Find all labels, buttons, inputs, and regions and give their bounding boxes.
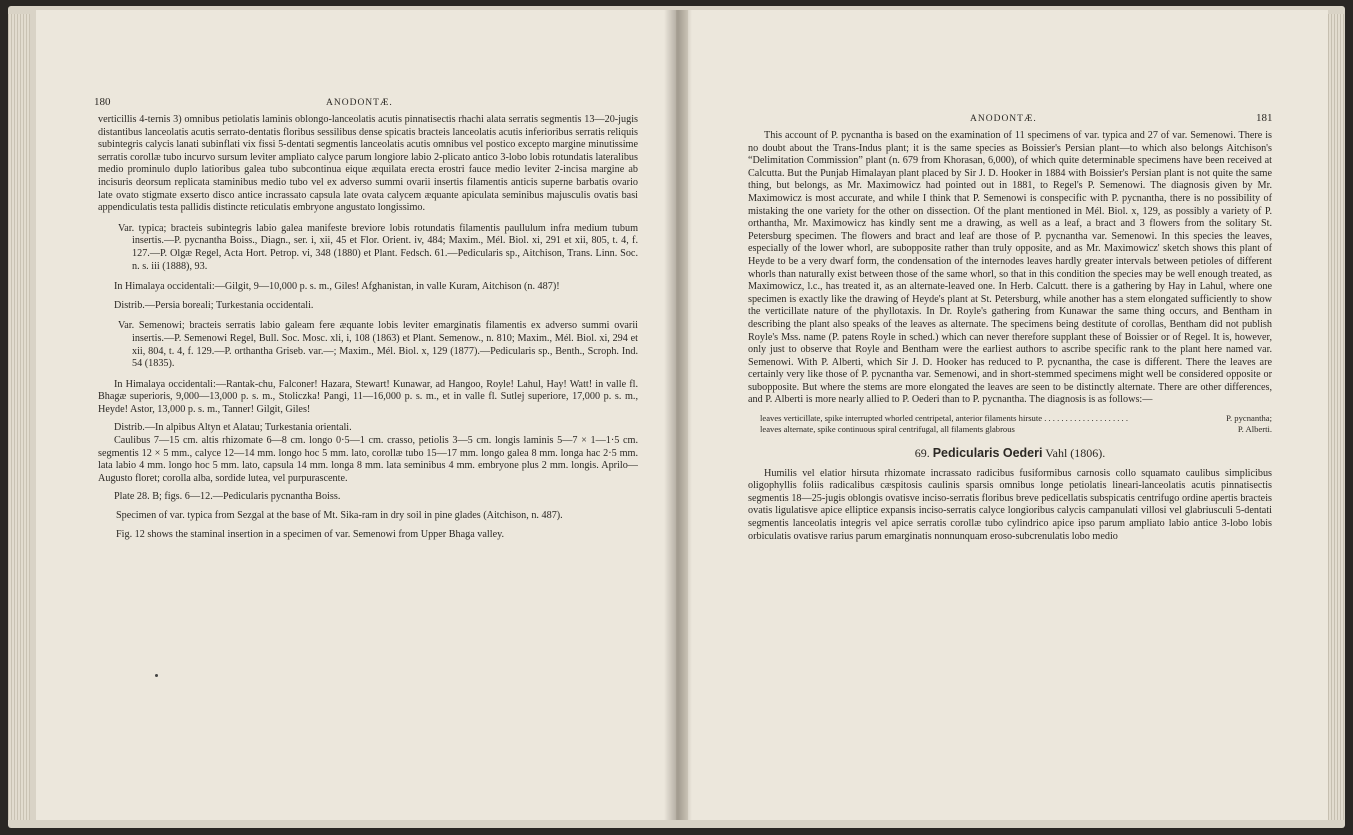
page-edges-left (8, 14, 30, 820)
specimen-note: Specimen of var. typica from Sezgal at the base of Mt. Sika-ram in dry soil in pine glades (Aitchison, n. 487). (116, 510, 563, 522)
right-page-body (748, 110, 1272, 549)
measurements-paragraph: Caulibus 7—15 cm. altis rhizomate 6—8 cm. longo 0·5—1 cm. crasso, petiolis 3—5 cm. longis laminis 5—7 × 1—1·5 cm. segmentis 12 × 5 mm., calyce 12—14 mm. longo hoc 5 mm. lato, corollæ tubo 15—17 mm. longo galea 8 mm. longa hac 2·5 mm. lata labio 4 mm. longo hoc 5 mm. lato, capsula 14 mm. longa 8 mm. lata seminibus 4 mm. embryone plus 2 mm. longis. Aprilo—Augusto floret; corolla alba, sordide lutea, vel purpurascente. (98, 435, 638, 484)
running-head: ANODONTÆ. (970, 114, 1037, 124)
distribution-semenowi: Distrib.—In alpibus Altyn et Alatau; Turkestania orientali. (114, 422, 352, 434)
page-edges-right (1326, 14, 1344, 820)
fig12-note: Fig. 12 shows the staminal insertion in a specimen of var. Semenowi from Upper Bhaga valley. (116, 528, 505, 540)
account-paragraph: This account of P. pycnantha is based on the examination of 11 specimens of var. typica and 27 of var. Semenowi. There is no doubt about the Trans-Indus plant; it is the same species as Boissier's Persian plant—to which also belongs Aitchison's “Delimitation Commission” plant (n. 679 from Khorasan, 6,000), of which quite determinable specimens have been received at Calcutta. But the Punjab Himalayan plant placed by Sir J. D. Hooker in 1884 with Boissier's Persian plant is not quite the same thing, but belongs, as Mr. Maximowicz had pointed out in 1881, to Regel's P. Semenowi. The diagnosis given by Mr. Maximowicz is most accurate, and while I think that P. Semenowi is conspecific with P. pycnantha, there is no possibility of mistaking the one variety for the other on dissection. Of the plant mentioned in Mél. Biol. x, 129, as possibly a variety of P. orthantha, Mr. Maximowicz has kindly sent me a drawing, as well as a leaf, a bract and 3 flowers from the solitary St. Petersburg specimen. The flowers and bract and leaf are those of P. pycnantha var. Semenowi. In this species the leaves, especially of the lower whorl, are subopposite rather than truly opposite, and as Mr. Maximowicz' sketch shows this plant of Heyde to be a very dwarf form, the condensation of the internodes leaves hardly greater intervals between petioles of different whorls than naturally exist between those of the same whorl, so that in this condition the species may be well enough treated, as Maximowicz, l.c., has treated it, as an alternate-leaved one. In Herb. Calcutt. there is a gathering by Hay in Lahul, where one specimen is exactly like the drawing of Heyde's plant at St. Petersburg, while another has a stem elongated sufficiently to show the verticillate nature of the phyllotaxis. In Dr. Royle's gathering from Kunawar the same thing occurs, and Bentham in describing the plant also speaks of the leaves as alternate. The specimens being destitute of corollas, Bentham did not publish Royle's Mss. name (P. patens Royle in sched.) which can never therefore supplant these of Boissier or of Regel. It is, however, only just to observe that Royle and Bentham were the earliest authors to ascribe specific rank to the plant here named var. Semenowi. With P. Alberti, which Sir J. D. Hooker has reduced to P. pycnantha, the case is different. There the leaves are certainly very like those of P. pycnantha var. Semenowi, and in short-stemmed specimens might well be considered opposite or subopposite. But where the stems are more elongated the leaves are seen to be distinctly alternate. There are other differences, and P. Alberti is more nearly allied to P. Oederi than to P. pycnantha. The diagnosis is as follows:— (748, 130, 1272, 406)
plate-caption: Plate 28. B; figs. 6—12.—Pedicularis pycnantha Boiss. (114, 491, 341, 503)
var-semenowi-paragraph: Var. Semenowi; bracteis serratis labio galeam fere æquante lobis leviter emarginatis filamentis ex adverso summi ovarii insertis.—P. Semenowi Regel, Bull. Soc. Mosc. xli, i, 108 (1863) et Plant. Semenow., n. 810; Maxim., Mél. Biol. xi, 294 et xii, 804, t. 4, f. 129.—P. orthantha Griseb. var.—; Maxim., Mél. Biol. x, 129 (1877).—Pedicularis sp., Benth., Scroph. Ind. 54 (1835). (118, 320, 638, 370)
page-number: 181 (1256, 112, 1273, 124)
running-head: ANODONTÆ. (326, 98, 393, 108)
right-page (688, 10, 1328, 820)
key-row (760, 413, 1272, 424)
key-row-text: leaves alternate, spike continuous spiral centrifugal, all filaments glabrous (760, 424, 1015, 435)
diagnosis-key (760, 413, 1272, 435)
key-row-name: P. pycnantha; (1226, 413, 1272, 424)
ink-dot (155, 674, 158, 677)
key-row-name: P. Alberti. (1237, 424, 1272, 435)
locality-typica: In Himalaya occidentali:—Gilgit, 9—10,000 p. s. m., Giles! Afghanistan, in valle Kuram, Aitchison (n. 487)! (114, 281, 560, 293)
distribution-typica: Distrib.—Persia boreali; Turkestania occidentali. (114, 299, 314, 311)
species-heading (748, 447, 1272, 460)
left-page-body (98, 94, 638, 547)
locality-semenowi: In Himalaya occidentali:—Rantak-chu, Falconer! Hazara, Stewart! Kunawar, ad Hangoo, Royle! Lahul, Hay! Watt! in valle fl. Bhagæ superioris, 9,000—13,000 p. s. m., Stoliczka! Pangi, 11—16,000 p. s. m., et in valle fl. Sutlej superiore, 17,000 p. s. m., Heyde! Astor, 13,000 p. s. m., Tanner! Gilgit, Giles! (98, 378, 638, 415)
species-number: 69. (914, 446, 930, 461)
left-page (36, 10, 676, 820)
description-paragraph: verticillis 4-ternis 3) omnibus petiolatis laminis oblongo-lanceolatis acutis pinnatisectis rhachi alata serratis segmentis 13—20-jugis distantibus lanceolatis acutis serrato-dentatis floribus sessilibus dense spicatis bracteis lanceolatis acutis inferioribus serratis reliquis subintegris calycis lanati subinflati vix fissi 5-dentati segmentis lanceolatis acutis omnibus vel postico excepto margine minutissime serratis corollæ tubo incurvo sursum leviter ampliato calyce parum longiore labio 2-plicato antico 3-lobo lobis rotundatis lateralibus medio prominulo duplo latioribus galea tubo subcontinua eique æquilata erecta erostri fauce medio leviter 2-incisa margine ab incisuris deorsum replicata staminibus medio tubo vel ex adverso summi ovarii insertis filamentis anticis superne barbatis ovario late ovato stigmate exserto disco antice incrassato capsula late ovata calycem æquante apiculata seminibus majusculis ovatis basi appendiculatis testa pallidis distincte reticulatis embryone angustato longissimo. (98, 114, 638, 214)
key-row-text: leaves verticillate, spike interrupted whorled centripetal, anterior filaments hirsute . . . . . . . . . . . . . . . . . . . . (760, 413, 1128, 424)
key-row (760, 424, 1272, 435)
book-gutter (664, 10, 692, 820)
oederi-description: Humilis vel elatior hirsuta rhizomate incrassato radicibus fusiformibus carnosis collo squamato caulibus simplicibus oligophyllis foliis radicalibus cæspitosis caulinis sparsis omnibus longe petiolatis lineari-lanceolatis acutis pinnatisectis segmentis 18—25-jugis oblongis ovatisve inciso-serratis floribus breve pedicellatis subspicatis centrifugo ordine apertis bracteis ovatis ligulatisve apice elliptice expansis inciso-serratis calyce longioribus calycis campanulati villosi vel glabriusculi 5-dentati segmentis lanceolatis integris vel apice serratis corollæ tubo cylindrico apice ipso parum ampliato labio antice 3-lobo lobis orbiculatis ovatisve rarius parum emarginatis nonnunquam eroso-subcrenulatis lobo medio (748, 467, 1272, 542)
species-name: Pedicularis Oederi (932, 446, 1043, 461)
species-author: Vahl (1806). (1045, 446, 1106, 461)
var-typica-paragraph: Var. typica; bracteis subintegris labio galea manifeste breviore lobis rotundatis filamentis paullulum infra medium tubum insertis.—P. pycnantha Boiss., Diagn., ser. i, xii, 45 et Flor. Orient. iv, 484; Maxim., Mél. Biol. xi, 291 et xii, 805, t. 4, f. 127.—P. Olgæ Regel, Acta Hort. Petrop. vi, 348 (1880) et Plant. Fedsch. 61.—Pedicularis sp., Aitchison, Trans. Linn. Soc. n. s. iii (1888), 93. (118, 222, 638, 272)
page-number: 180 (94, 96, 111, 108)
